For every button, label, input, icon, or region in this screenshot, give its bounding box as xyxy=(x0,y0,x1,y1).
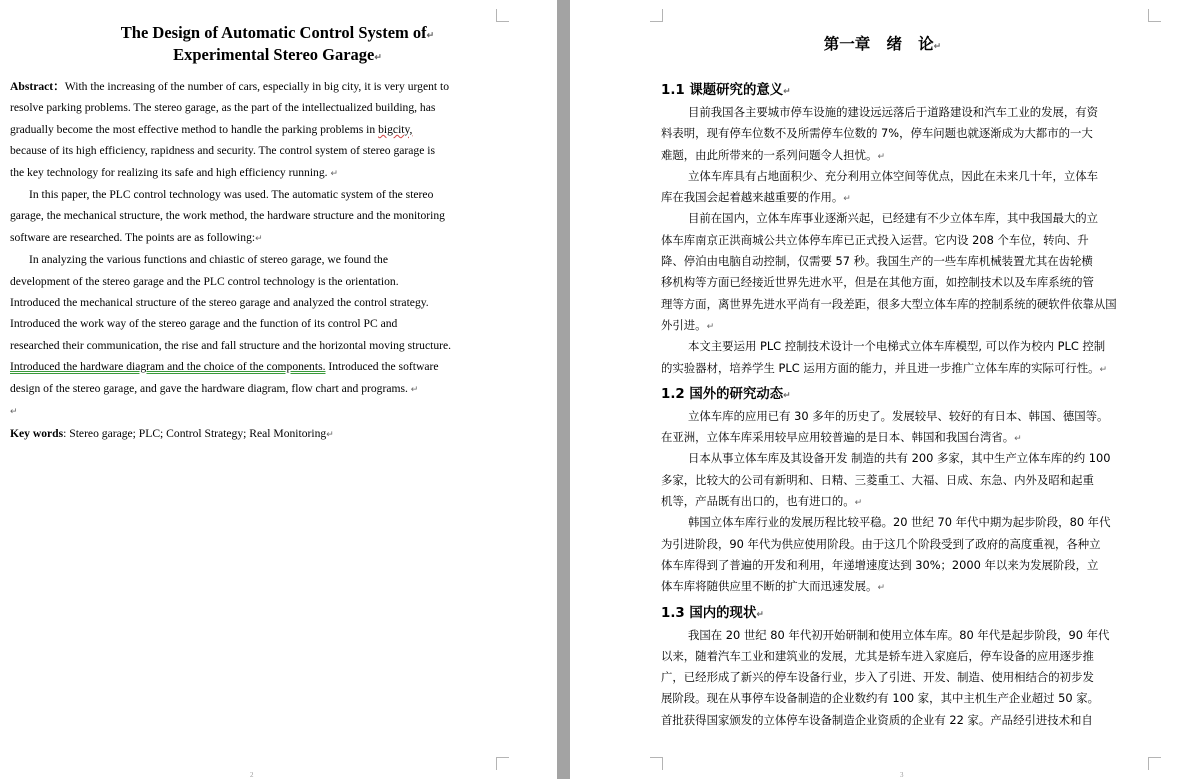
corner-mark xyxy=(496,757,509,770)
corner-mark xyxy=(650,9,663,22)
section-heading: 1.1 课题研究的意义↵ xyxy=(661,83,791,98)
page-number: 3 xyxy=(900,771,904,779)
corner-mark xyxy=(496,9,509,22)
chapter-body: 1.1 课题研究的意义↵ 目前我国各主要城市停车设施的建设远远落后于道路建设和汽车工业的发展，有资 料表明，现有停车位数不及所需停车位数的 7%，停车问题也就逐渐成为大都市的一大 难题，由此所带来的一系列问题令人担忧。↵ 立体车库具有占地面积少、充分利用立体空间等优点，因此在未来几十年，立体车 库在我国会起着越来越重要的作用。↵ 目前在国内，立体车库事业逐渐兴起，已经建有不少立体车库，其中我国最大的立 体车库南京正洪商城公共立体停车库已正式投入运营。它内设 208 个车位，转向、升 降、停泊由电脑自动控制，仅需要 57 秒。我国生产的一些车库机械装置尤其在齿轮横 移机构等方面已经接近世界先进水平，但是在其他方面，如控制技术以及车库系统的管 理等方面，离世界先进水平尚有一段差距，很多大型立体车库的控制系统的硬软件依靠从国 外引进。↵ 本文主要运用 PLC 控制技术设计一个电梯式立体车库模型, 可以作为校内 PLC 控制 的实验器材，培养学生 PLC 运用方面的能力，并且进一步推广立体车库的实际可行性。↵ 1.2 国外的研究动态↵ 立体车库的应用已有 30 多年的历史了。发展较早、较好的有日本、韩国、德国等。 在亚洲，立体车库采用较早应用较普遍的是日本、韩国和我国台湾省。↵ 日本从事立体车库及其设备开发 制造的共有 200 多家，其中生产立体车库的约 100 多家，比较大的公司有新明和、日精、三菱重工、大福、日成、东急、内外及昭和起重 机等，产品既有出口的，也有进口的。↵ 韩国立体车库行业的发展历程比较平稳。20 世纪 70 年代中期为起步阶段，80 年代 为引进阶段，90 年代为供应使用阶段。由于这几个阶段受到了政府的高度重视，各种立 体车库得到了普遍的开发和利用，年递增速度达到 30%；2000 年以来为发展阶段，立 体车库将随供应里不断的扩大而迅速发展。↵ 1.3 国内的现状↵ 我国在 20 世纪 80 年代初开始研制和使用立体车库。80 年代是起步阶段，90 年代 以来，随着汽车工业和建筑业的发展，尤其是轿车进入家庭后，停车设备的应用逐步推 广，已经形成了新兴的停车设备行业，步入了引进、开发、制造、使用相结合的初步发 展阶段。现在从事停车设备制造的企业数约有 100 家，其中主机生产企业超过 50 家。 首批获得国家颁发的立体停车设备制造企业资质的企业有 22 家。产品经引进技术和自 xyxy=(661,75,1149,731)
section-heading: 1.3 国内的现状↵ xyxy=(661,605,764,621)
spellcheck-word: bigcity, xyxy=(378,122,413,136)
abstract-section: Abstract：With the increasing of the number of cars, especially in big city, it is very urgent to resolve parking problems. The stereo garage, as the part of the intellectualized building, has gradually become the most effective method to handle the parking problems in bigcity, because of its high efficiency, rapidness and security. The control system of stereo garage is the key technology for realizing its safe and high efficiency running. ↵ In this paper, the PLC control technology was used. The automatic system of the stereo garage, the mechanical structure, the work method, the hardware structure and the monitoring software are researched. The points are as following:↵ In analyzing the various functions and chiastic of stereo garage, we found the development of the stereo garage and the PLC control technology is the orientation. Introduced the mechanical structure of the stereo garage and analyzed the control strategy. Introduced the work way of the stereo garage and the function of its control PC and researched their communication, the rise and fall structure and the horizontal moving structure. Introduced the hardware diagram and the choice of the components. Introduced the software design of the stereo garage, and gave the hardware diagram, flow chart and programs. ↵ ↵ Key words: Stereo garage; PLC; Control Strategy; Real Monitoring↵ xyxy=(10,76,497,445)
corner-mark xyxy=(1148,9,1161,22)
abstract-label: Abstract： xyxy=(10,80,65,93)
corner-mark xyxy=(1148,757,1161,770)
page-gap xyxy=(557,0,570,779)
corner-mark xyxy=(650,757,663,770)
chapter-title: 第一章 绪 论↵ xyxy=(823,35,942,53)
document-page-left xyxy=(0,0,557,779)
grammar-underline: Introduced the hardware diagram and the choice of the components. xyxy=(10,360,326,374)
paper-title: The Design of Automatic Control System of↵ Experimental Stereo Garage↵ xyxy=(120,23,435,64)
section-heading: 1.2 国外的研究动态↵ xyxy=(661,386,791,402)
page-number: 2 xyxy=(250,771,254,779)
keywords-line: Key words: Stereo garage; PLC; Control Strategy; Real Monitoring↵ xyxy=(10,426,334,440)
